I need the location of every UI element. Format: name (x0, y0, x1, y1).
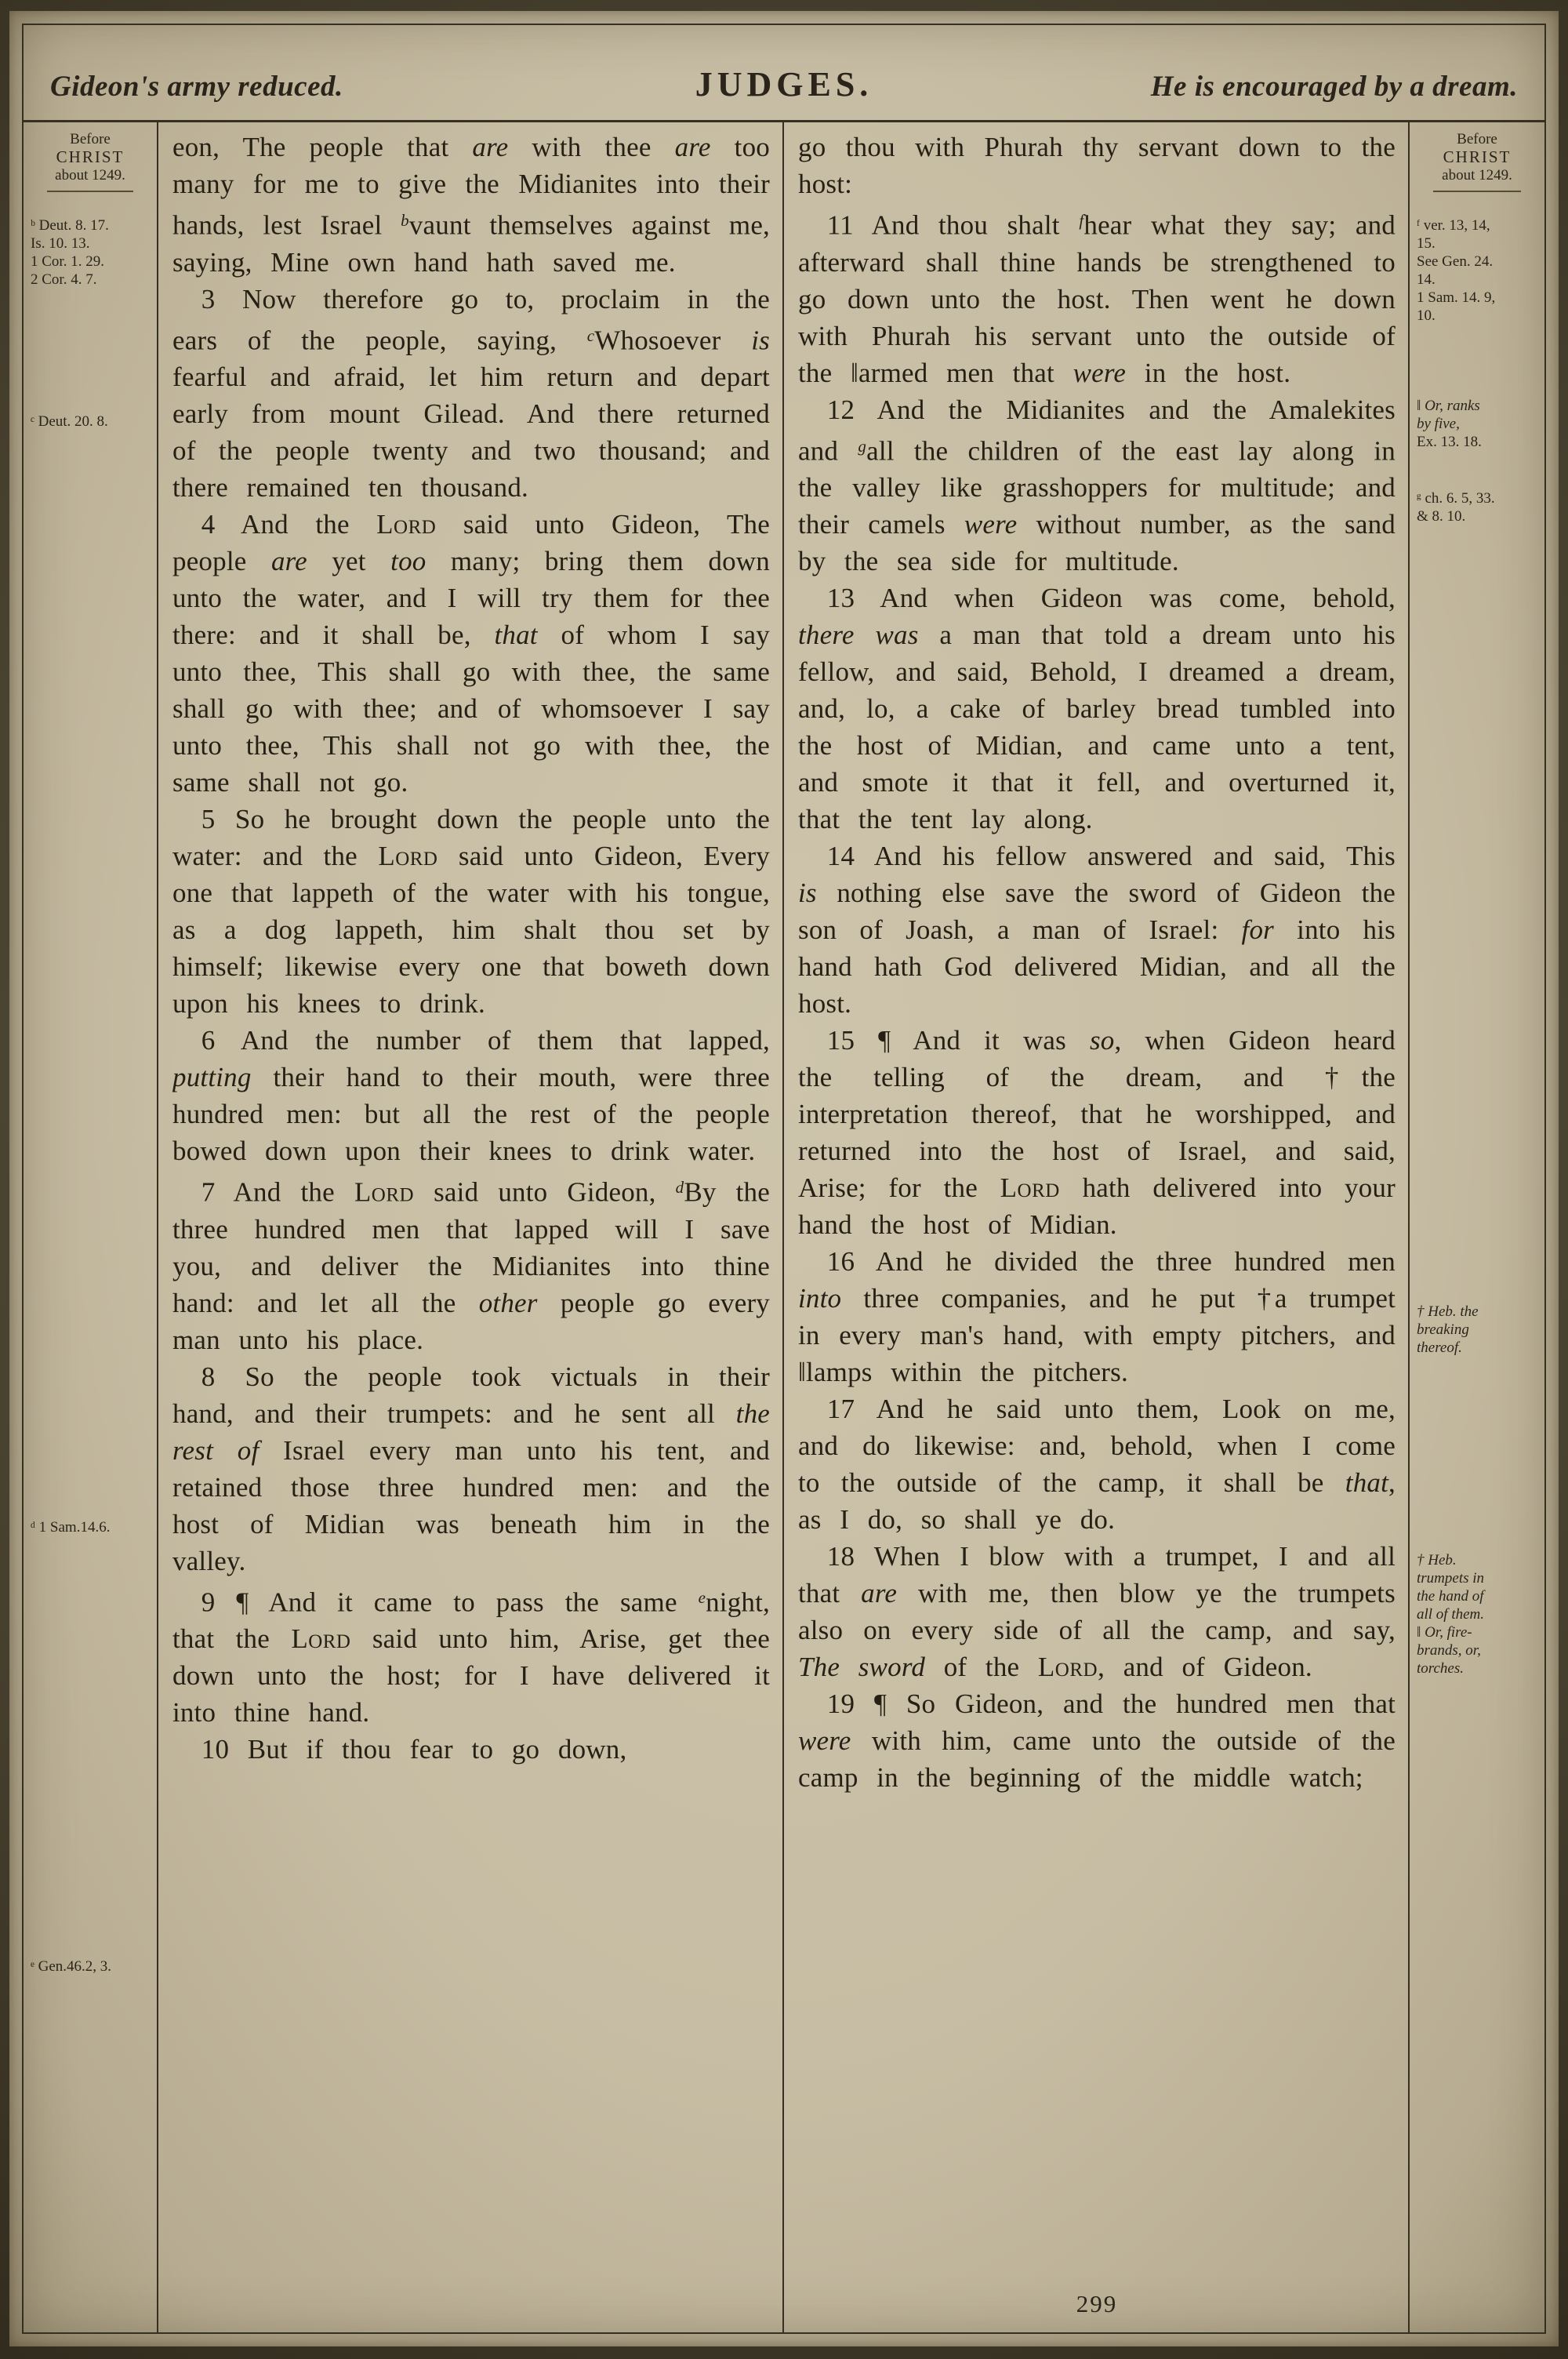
text-segment: so (1089, 1025, 1115, 1056)
margin-note-line: the hand of (1417, 1588, 1484, 1605)
text-segment: 14 And his fellow answered and said, This (826, 841, 1396, 871)
text-segment: were (964, 509, 1018, 540)
book-title: JUDGES. (695, 65, 873, 104)
margin-note-line: See Gen. 24. (1417, 253, 1494, 270)
text-segment: were (798, 1725, 851, 1756)
verse-paragraph (798, 1538, 1396, 1685)
text-segment: eon, The people that (172, 132, 473, 162)
margin-note-line: ᶠ ver. 13, 14, (1417, 217, 1490, 234)
text-segment: vaunt themselves against me, saying, Mine own hand hath saved me. (172, 209, 770, 278)
text-segment: is (798, 878, 817, 908)
text-segment: with thee (508, 132, 675, 162)
text-segment: the rest of (172, 1398, 770, 1466)
text-segment: Lord (1000, 1172, 1060, 1203)
text-column-left (158, 122, 784, 2332)
margin-note (1417, 397, 1540, 451)
text-segment: , and of Gideon. (1098, 1652, 1312, 1682)
page-header (24, 25, 1544, 122)
text-segment: said unto Gideon, The people (172, 509, 770, 576)
reference-letter: g (858, 436, 867, 456)
margin-note-line: brands, or, (1417, 1642, 1481, 1659)
margin-note-line: 1 Cor. 1. 29. (31, 253, 104, 270)
text-segment: 8 So the people took victuals in their hand, and their trumpets: and he sent all (172, 1361, 770, 1429)
margin-note (1417, 216, 1540, 325)
margin-note (1417, 1551, 1540, 1677)
verse-paragraph (172, 281, 770, 507)
text-segment: without number, as the sand by the sea side for multitude. (798, 509, 1396, 576)
text-segment: Israel every man unto his tent, and retained those three hundred men: and the host of Midian was beneath him in the valley. (172, 1434, 770, 1576)
text-segment: 17 And he said unto them, Look on me, and do likewise: and, behold, when I come to the outside of the camp, it shall be (798, 1394, 1396, 1498)
text-segment: into his hand hath God delivered Midian, and all the host. (798, 914, 1396, 1019)
text-segment: three companies, and he put †a trumpet in every man's hand, with empty pitchers, and ‖lamps within the pitchers. (798, 1283, 1396, 1387)
verse-paragraph (798, 1243, 1396, 1390)
margin-note-line: ‖ Or, ranks (1417, 398, 1480, 414)
margin-note-line: 2 Cor. 4. 7. (31, 271, 97, 288)
margin-head-left (30, 130, 151, 192)
verse-paragraph (172, 801, 770, 1022)
text-segment: are (861, 1578, 898, 1608)
reference-letter: b (401, 211, 409, 230)
text-segment: Lord (1037, 1652, 1098, 1682)
text-segment: , when Gideon heard the telling of the dream, and †the interpretation thereof, that he worshipped, and returned into the host of Israel, and said, Arise; for the (798, 1025, 1396, 1203)
margin-head-line: about 1249. (1442, 167, 1512, 184)
page-number: 299 (1076, 2290, 1118, 2317)
text-segment: 9 ¶ And it came to pass the same (201, 1587, 699, 1617)
text-segment: said unto Gideon, Every one that lappeth of the water with his tongue, as a dog lappeth, him shalt thou set by himself; likewise every one that boweth down upon his knees to drink. (172, 841, 770, 1019)
text-segment: go thou with Phurah thy servant down to the host: (798, 132, 1396, 199)
text-segment: 15 ¶ And it was (826, 1025, 1090, 1056)
text-segment: a man that told a dream unto his fellow, and said, Behold, I dreamed a dream, and, lo, a cake of barley bread tumbled into the host of Midian, and came unto a tent, and smote it that it fell, and overturned it, that the tent lay along. (798, 620, 1396, 834)
right-margin-column (1410, 122, 1544, 2332)
column-text-right (798, 129, 1396, 2287)
verse-paragraph (798, 129, 1396, 202)
verse-paragraph (172, 1169, 770, 1358)
text-segment: putting (172, 1062, 252, 1092)
text-segment: By the three hundred men that lapped will I save you, and deliver the Midianites into thine hand: and let all the (172, 1176, 770, 1318)
text-segment: Lord (378, 841, 438, 871)
margin-head-line: CHRIST (56, 147, 125, 166)
margin-head-rule (47, 191, 134, 192)
text-segment: are (270, 546, 307, 576)
text-segment: people go every man unto his place. (172, 1287, 770, 1355)
margin-head-right (1416, 130, 1538, 192)
text-segment: Whosoever (594, 325, 752, 355)
margin-note-line: 14. (1417, 271, 1436, 288)
text-segment: said unto him, Arise, get thee down unto the host; for I have delivered it into thine hand. (172, 1623, 770, 1728)
margin-note-line: thereof. (1417, 1339, 1462, 1356)
margin-note (31, 216, 152, 289)
margin-note-line: ᵇ Deut. 8. 17. (31, 217, 109, 234)
page-content (24, 122, 1544, 2332)
text-segment: Lord (291, 1623, 351, 1654)
verse-paragraph (798, 838, 1396, 1022)
text-segment: with me, then blow ye the trumpets also on every side of all the camp, and say, (798, 1578, 1396, 1645)
text-segment: Lord (354, 1176, 415, 1208)
text-segment: Lord (376, 509, 437, 540)
margin-note-line: trumpets in (1417, 1570, 1485, 1587)
text-segment: into (798, 1283, 842, 1314)
reference-letter: c (586, 325, 595, 345)
margin-note-line: ᵉ Gen.46.2, 3. (31, 1958, 112, 1975)
text-column-right (784, 122, 1410, 2332)
text-segment: 6 And the number of them that lapped, (201, 1025, 770, 1056)
scanned-page (9, 11, 1559, 2346)
text-segment: were (1073, 357, 1127, 388)
margin-note-line: † Heb. the (1417, 1303, 1479, 1320)
verse-paragraph (798, 1022, 1396, 1243)
margin-note-line: Ex. 13. 18. (1417, 434, 1482, 450)
column-text-left (172, 129, 770, 2328)
verse-paragraph (172, 129, 770, 281)
text-segment: hath delivered into your hand the host of Midian. (798, 1172, 1396, 1240)
reference-letter: e (698, 1587, 706, 1607)
text-segment: night, that the (172, 1587, 770, 1654)
text-segment: in the host. (1126, 357, 1291, 388)
margin-note-line: † Heb. (1417, 1552, 1457, 1568)
text-segment: is (751, 325, 770, 355)
text-segment: nothing else save the sword of Gideon the son of Joash, a man of Israel: (798, 878, 1396, 945)
text-segment: 13 And when Gideon was come, behold, (826, 583, 1396, 613)
text-segment: for (1241, 914, 1274, 945)
verse-paragraph (798, 391, 1396, 580)
text-segment: of whom I say unto thee, This shall go with thee, the same shall go with thee; and of whomsoever I say unto thee, This shall not go with thee, the same shall not go. (172, 620, 770, 798)
text-segment: hear what they say; and afterward shall thine hands be strengthened to go down unto the host. Then went he down with Phurah his servant unto the outside of the ‖armed men that (798, 209, 1396, 388)
verse-paragraph (172, 1579, 770, 1732)
margin-note-line: by five, (1417, 416, 1460, 432)
text-segment: said unto Gideon, (414, 1176, 676, 1208)
margin-note-line: ᵈ 1 Sam.14.6. (31, 1519, 111, 1536)
margin-note-line: 10. (1417, 307, 1436, 324)
margin-note (31, 1957, 152, 1976)
text-segment: , as I do, so shall ye do. (798, 1467, 1396, 1535)
text-segment: too many for me to give the Midianites into their hands, lest Israel (172, 132, 770, 241)
verse-paragraph (798, 202, 1396, 391)
text-segment: 5 So he brought down the people unto the water: and the (172, 804, 770, 871)
text-segment: 12 And the Midianites and the Amalekites and (798, 394, 1396, 466)
text-segment: 11 And thou shalt (826, 209, 1080, 241)
margin-note-line: Is. 10. 13. (31, 235, 90, 252)
margin-note-line: ᶜ Deut. 20. 8. (31, 413, 108, 430)
margin-head-rule (1433, 191, 1521, 192)
margin-note (1417, 1303, 1540, 1357)
text-segment: too (390, 546, 426, 576)
text-segment: all the children of the east lay along in the valley like grasshoppers for multitude; and their camels (798, 435, 1396, 540)
text-segment: other (478, 1287, 538, 1318)
verse-paragraph (798, 580, 1396, 838)
verse-paragraph (172, 1358, 770, 1579)
text-segment: that (1345, 1467, 1389, 1498)
margin-note-line: 1 Sam. 14. 9, (1417, 289, 1496, 306)
verse-paragraph (172, 506, 770, 801)
text-segment: 19 ¶ So Gideon, and the hundred men that (826, 1688, 1396, 1719)
text-segment: there was (798, 620, 919, 650)
reference-letter: d (675, 1178, 684, 1197)
verse-paragraph (172, 1022, 770, 1169)
margin-note-line: all of them. (1417, 1606, 1485, 1623)
text-segment: their hand to their mouth, were three hundred men: but all the rest of the people bowed down upon their knees to drink water. (172, 1062, 770, 1166)
text-segment: 7 And the (201, 1176, 354, 1208)
reference-letter: f (1079, 211, 1084, 230)
margin-note-line: ᵍ ch. 6. 5, 33. (1417, 490, 1495, 507)
text-segment: The sword (798, 1652, 926, 1682)
text-segment: are (674, 132, 711, 162)
text-segment: 16 And he divided the three hundred men (826, 1246, 1396, 1277)
running-head-right: He is encouraged by a dream. (1150, 71, 1518, 103)
margin-note (1417, 489, 1540, 525)
margin-note-line: 15. (1417, 235, 1436, 252)
margin-note (31, 1518, 152, 1536)
verse-paragraph (172, 1731, 770, 1768)
page-frame (22, 24, 1546, 2334)
text-segment: 3 Now therefore go to, proclaim in the ears of the people, saying, (172, 283, 770, 355)
text-segment: 18 When I blow with a trumpet, I and all that (798, 1541, 1396, 1608)
text-segment: with him, came unto the outside of the camp in the beginning of the middle watch; (798, 1725, 1396, 1793)
margin-head-line: Before (1457, 131, 1497, 147)
margin-note-line: breaking (1417, 1321, 1469, 1338)
verse-paragraph (798, 1390, 1396, 1538)
margin-note (31, 413, 152, 431)
running-head-left: Gideon's army reduced. (50, 71, 343, 103)
margin-note-line: & 8. 10. (1417, 508, 1466, 525)
margin-head-line: Before (70, 131, 111, 147)
margin-head-line: CHRIST (1443, 147, 1512, 166)
text-segment: many; bring them down unto the water, and I will try them for thee there: and it shall be, (172, 546, 770, 650)
text-segment: 4 And the (201, 509, 377, 540)
text-segment: of the (925, 1652, 1038, 1682)
verse-paragraph (798, 1685, 1396, 1796)
text-segment: that (494, 620, 538, 650)
left-margin-column (24, 122, 158, 2332)
margin-note-line: ‖ Or, fire- (1417, 1624, 1472, 1641)
text-segment: fearful and afraid, let him return and depart early from mount Gilead. And there returned of the people twenty and two thousand; and there remained ten thousand. (172, 362, 770, 503)
text-segment: are (472, 132, 509, 162)
text-segment: 10 But if thou fear to go down, (201, 1734, 627, 1765)
margin-head-line: about 1249. (55, 167, 125, 184)
text-segment: yet (307, 546, 391, 576)
margin-note-line: torches. (1417, 1660, 1464, 1677)
